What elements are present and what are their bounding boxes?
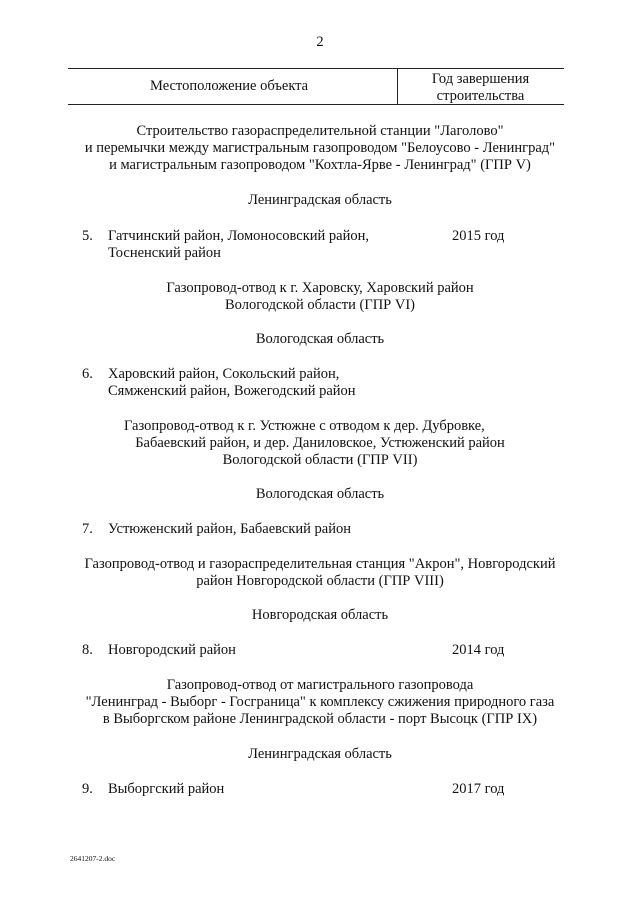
region-heading: Ленинградская область [248,192,392,208]
item-year: 2015 год [452,228,505,244]
footer-doc-code: 2641207-2.doc [70,854,116,863]
section-title-line: "Ленинград - Выборг - Госграница" к комплексу сжижения природного газа [85,694,555,710]
region-heading: Вологодская область [255,486,385,502]
section-title-line: Вологодской области (ГПР VII) [222,452,418,468]
item-location-line: Тосненский район [108,245,221,261]
section-title-line: Газопровод-отвод от магистрального газопровода [166,677,474,693]
section-title-line: и магистральным газопроводом "Кохтла-Ярве - Ленинград" (ГПР V) [109,157,531,173]
page-number: 2 [316,34,324,50]
header-year-line1: Год завершения [431,71,530,87]
section-title-line: и перемычки между магистральным газопроводом "Белоусово - Ленинград" [84,140,556,156]
item-number: 6. [82,366,93,382]
section-title-line: в Выборгском районе Ленинградской области - порт Высоцк (ГПР IX) [102,711,538,727]
header-location: Местоположение объекта [150,78,309,94]
header-year-line2: строительства [436,88,525,104]
item-location-line: Сямженский район, Вожегодский район [108,383,356,399]
region-heading: Новгородская область [251,607,389,623]
region-heading: Ленинградская область [248,746,392,762]
section-title-line: Газопровод-отвод и газораспределительная станция "Акрон", Новгородский [84,556,556,572]
section-title-line: Бабаевский район, и дер. Даниловское, Устюженский район [135,435,505,451]
region-heading: Вологодская область [255,331,385,347]
section-title-line: Газопровод-отвод к г. Харовску, Харовский район [166,280,474,296]
section-title-line: Строительство газораспределительной станции "Лаголово" [136,123,504,139]
item-number: 5. [82,228,93,244]
item-location-line: Гатчинский район, Ломоносовский район, [108,228,369,244]
section-title-line: Газопровод-отвод к г. Устюжне с отводом к дер. Дубровке, [124,418,485,434]
item-number: 8. [82,642,93,658]
item-year: 2014 год [452,642,505,658]
item-year: 2017 год [452,781,505,797]
section-title-line: район Новгородской области (ГПР VIII) [196,573,444,589]
item-location-line: Новгородский район [108,642,236,658]
item-location-line: Устюженский район, Бабаевский район [108,521,351,537]
item-location-line: Харовский район, Сокольский район, [108,366,340,382]
item-location-line: Выборгский район [108,781,225,797]
item-number: 7. [82,521,93,537]
section-title-line: Вологодской области (ГПР VI) [225,297,415,313]
header-top-rule [68,68,564,69]
item-number: 9. [82,781,93,797]
